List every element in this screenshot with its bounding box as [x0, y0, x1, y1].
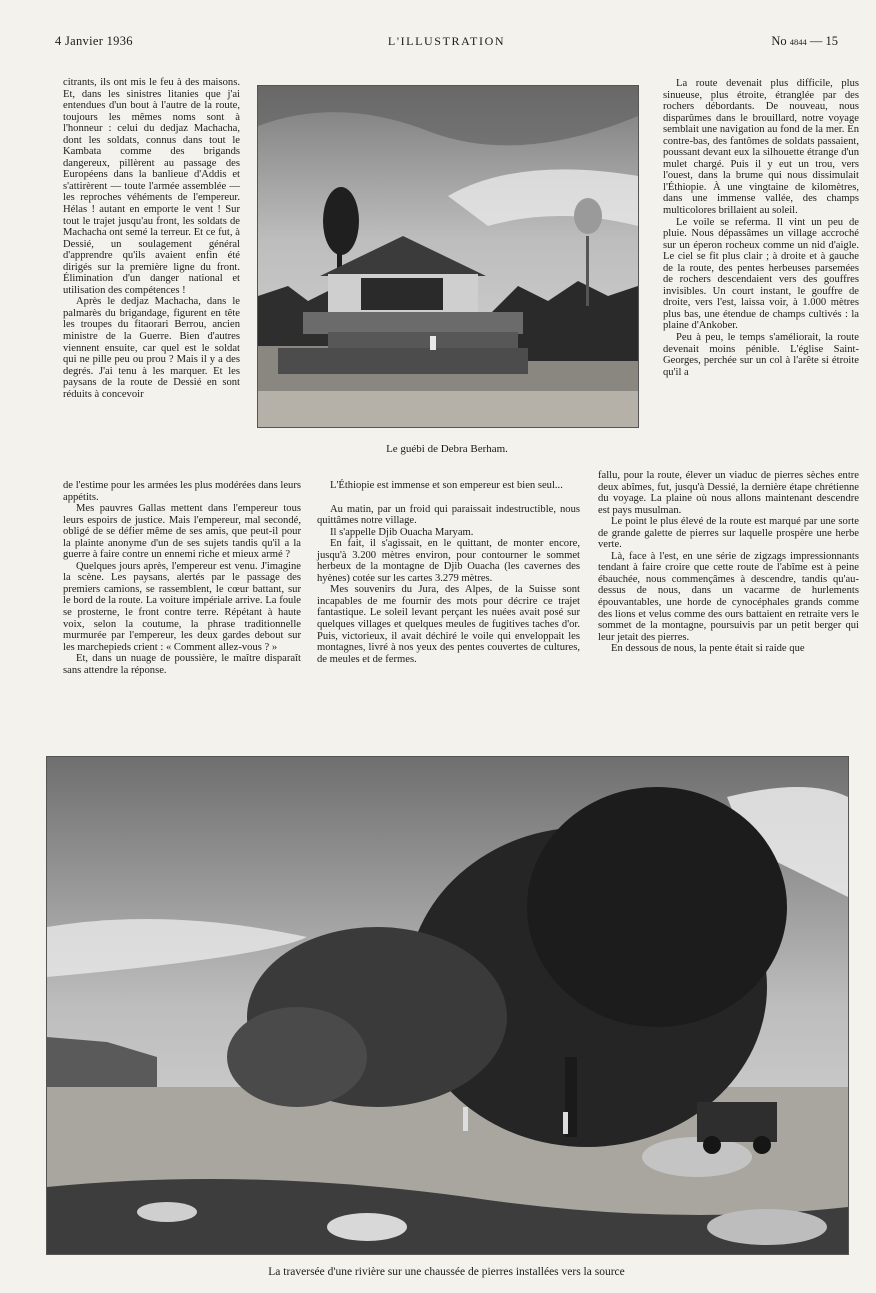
issue-date: 4 Janvier 1936 — [55, 34, 133, 48]
paragraph: Après le dedjaz Machacha, dans le palmarès du brigandage, figurent en tête les troupes du fitaorari Berrou, ancien ministre de la Guerre. Bien d'autres viennent ensuite, car quel est le soldat qui ne pille peu ou prou ? Mais il y a des degrés. J'ai tenu à les marquer. Et les paysans de la route de Dessié en sont réduits à concevoir — [63, 296, 240, 400]
paragraph: En fait, il s'agissait, en le quittant, de monter encore, jusqu'à 3.200 mètres environ, pour contourner le sommet herbeux de la montagne de Djib Ouacha (les cavernes des hyènes) cotée sur les cartes 3.279 mètres. — [317, 538, 580, 584]
article-column-1-bottom — [63, 480, 301, 676]
paragraph: Il s'appelle Djib Ouacha Maryam. — [330, 526, 474, 538]
photo-guebi-image — [258, 86, 638, 427]
article-column-2 — [317, 480, 580, 665]
page-header — [55, 34, 838, 54]
paragraph: Au matin, par un froid qui paraissait indestructible, nous quittâmes notre village. — [317, 503, 580, 527]
paragraph: Le voile se referma. Il vint un peu de pluie. Nous dépassâmes un village accroché sur un éperon rocheux comme un nid d'aigle. Le ciel se fit plus clair ; à droite et à gauche de la route, des pentes herbeuses parsemées de rochers descendaient vers des gouffres invisibles. Un court instant, le gouffre de droite, vers l'est, laissa voir, à 1.000 mètres plus bas, une étendue de champs cultivés : la plaine d'Ankober. — [663, 216, 859, 332]
paragraph: de l'estime pour les armées les plus modérées dans leurs appétits. — [63, 480, 301, 503]
photo2-caption: La traversée d'une rivière sur une chaussée de pierres installées vers la source — [268, 1266, 625, 1278]
paragraph: fallu, pour la route, élever un viaduc de pierres sèches entre deux abîmes, fut, jusqu'à Dessié, la dernière étape chrétienne du voyage. La plaine où nous allons maintenant descendre est pays musulman. — [598, 470, 859, 516]
paragraph: L'Éthiopie est immense et son empereur est bien seul... — [330, 480, 563, 491]
page-separator: — — [809, 34, 823, 48]
issue-and-page — [771, 34, 838, 49]
article-column-3-top — [663, 78, 859, 378]
photo-guebi-debra-berham — [257, 85, 639, 428]
number-prefix: No — [771, 34, 787, 48]
photo-river-crossing — [46, 756, 849, 1255]
photo1-caption: Le guébi de Debra Berham. — [386, 443, 508, 455]
article-column-1-top — [63, 77, 240, 400]
paragraph: La route devenait plus difficile, plus sinueuse, plus étroite, étranglée par des rochers débordants. De nouveau, nous disparûmes dans le brouillard, notre voyage semblait une navigation au fond de la mer. En contre-bas, des fantômes de soldats passaient, poussant devant eux la silhouette étrange d'un mulet chargé. Puis il y eut un trou, vers l'ouest, dans la brume qui nous dissimulait l'Éthiopie. À une vingtaine de kilomètres, dans une immense vallée, des champs multicolores brillaient au soleil. — [663, 78, 859, 217]
publication-title: L'ILLUSTRATION — [387, 34, 506, 48]
issue-number: 4844 — [789, 37, 807, 47]
paragraph: Là, face à l'est, en une série de zigzags impressionnants tendant à faire croire que cette route de l'abîme est à peine ébauchée, nous commençâmes à descendre, tandis qu'au-dessus de nous, dans un vacarme de hurlements épouvantables, une horde de cynocéphales grands comme des lions et velus comme des ours battaient en retraite vers le sommet de la montagne, poursuivis par un petit berger qui leur jetait des pierres. — [598, 550, 859, 643]
paragraph: Mes souvenirs du Jura, des Alpes, de la Suisse sont incapables de me fournir des mots pour décrire ce trajet fantastique. Le soleil levant perçant les nuées avait posé sur quelques villages et quelques meules de fugitives taches d'or. Puis, victorieux, il avait déchiré le voile qui enveloppait les montagnes, livré à nos yeux des pentes couvertes de cultures, de meules et de fermes. — [317, 584, 580, 665]
paragraph: Mes pauvres Gallas mettent dans l'empereur tous leurs espoirs de justice. Mais l'empereur, mal secondé, obligé de se défier même de ses amis, que peut-il pour la plainte anonyme d'un de ses sujets tandis qu'il a la guerre à faire contre un ennemi riche et mieux armé ? — [63, 503, 301, 561]
paragraph: citrants, ils ont mis le feu à des maisons. Et, dans les sinistres litanies que j'ai entendues d'un bout à l'autre de la route, toujours les mêmes noms sont à l'honneur : celui du dedjaz Machacha, dont les soldats, connus dans tout le Kambata comme des brigands dangereux, pillèrent au passage des Européens dans la banlieue d'Addis et s'attirèrent — toute l'armée assemblée — les reproches véhéments de l'empereur. Hélas ! autant en emporte le vent ! Sur tout le trajet jusqu'au front, les soldats de Machacha ont semé la terreur. Et ce fut, à Dessié, un soulagement général d'apprendre qu'ils avaient enfin été dirigés sur la première ligne du front. Élimination d'un danger national et utilisation des compétences ! — [63, 77, 240, 296]
page-number: 15 — [825, 34, 838, 48]
article-column-3-bottom — [598, 470, 859, 655]
paragraph: En dessous de nous, la pente était si raide que — [611, 643, 805, 655]
paragraph: Et, dans un nuage de poussière, le maître disparaît sans attendre la réponse. — [63, 653, 301, 676]
photo-river-image — [47, 757, 848, 1254]
paragraph: Quelques jours après, l'empereur est venu. J'imagine la scène. Les paysans, alertés par le passage des premiers camions, se rassemblent, le cœur battant, sur le bord de la route. La voiture impériale arrive. La foule se prosterne, le front contre terre. Répétant à haute voix, selon la coutume, la phrase traditionnelle murmurée par l'empereur, les deux gardes debout sur les marchepieds crient : « Comment allez-vous ? » — [63, 560, 301, 653]
paragraph: Peu à peu, le temps s'améliorait, la route devenait moins pénible. L'église Saint-Georges, perchée sur un col à l'arête si étroite qu'il a — [663, 332, 859, 378]
paragraph-spacer — [317, 492, 580, 504]
paragraph: Le point le plus élevé de la route est marqué par une sorte de grande galette de pierres sur laquelle prospère une herbe verte. — [598, 516, 859, 551]
